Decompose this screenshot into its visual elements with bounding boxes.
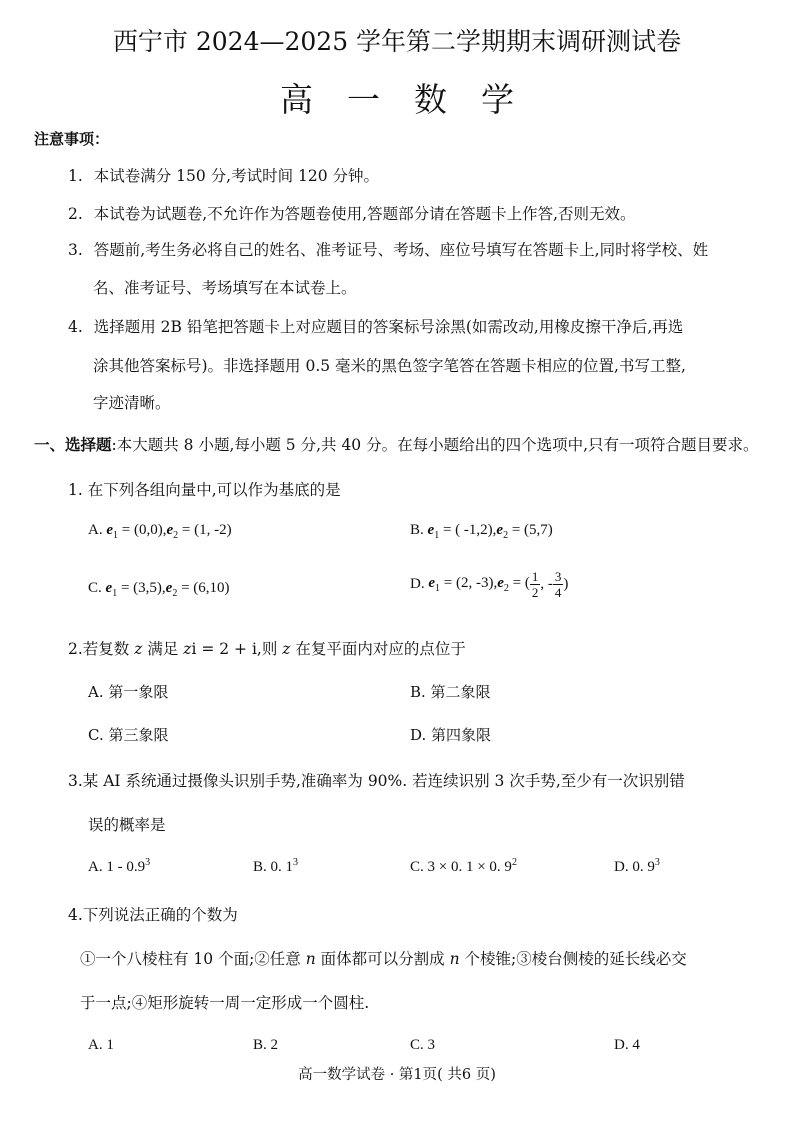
q4-option-a: A. 1	[88, 1037, 114, 1053]
question-2: 2.若复数 z 满足 zi = 2 + i,则 z 在复平面内对应的点位于	[68, 640, 466, 658]
exam-title: 西宁市 2024—2025 学年第二学期期末调研测试卷	[112, 27, 682, 56]
question-number: 1.	[68, 481, 83, 499]
option-label: C.	[88, 580, 102, 596]
notice-item-number: 2.	[68, 205, 83, 223]
question-4	[68, 903, 238, 925]
option-e1: = (3,5)	[120, 580, 162, 596]
q2-option-c: C. 第三象限	[88, 726, 169, 744]
fraction-1: $\frac{1}{2}$	[531, 569, 539, 600]
q3-option-c: C. 3 × 0. 1 × 0. $9^2$	[410, 857, 517, 875]
q1-option-b: B. $e_1$ = ( $-1,2),e_2 = (5,7)$	[410, 522, 553, 541]
notice-item-text: 答题前,考生务必将自己的姓名、准考证号、考场、座位号填写在答题卡上,同时将学校、姓	[93, 241, 709, 259]
q3-option-a: A. $1 - 0.9^3$	[88, 857, 151, 875]
option-e1: = (0,0)	[121, 522, 163, 538]
q4-option-c: C. 3	[410, 1037, 436, 1053]
page-footer: 高一数学试卷 · 第1页( 共6 页)	[298, 1067, 496, 1083]
notice-item-number: 3.	[68, 241, 83, 259]
option-label: B.	[410, 522, 424, 538]
question-4-statements: ①一个八棱柱有 10 个面;②任意 n 面体都可以分割成 n 个棱锥;③棱台侧棱的延长线必交	[80, 950, 687, 968]
fraction-2: $\frac{3}{4}$	[554, 569, 562, 600]
section-heading	[34, 433, 759, 455]
question-number: 4.	[68, 906, 83, 924]
option-e2: = (5,7)	[511, 522, 553, 538]
q4-option-d: D. 4	[614, 1037, 640, 1053]
option-label: A.	[88, 522, 103, 538]
notice-item-3-cont: 名、准考证号、考场填写在本试卷上。	[93, 279, 357, 297]
q1-option-a: A. $e_1 = (0,0),e_2 = (1$, -2)	[88, 522, 232, 541]
subject-title: 高一数学	[280, 80, 548, 119]
q3-option-b: B. 0. $1^3$	[253, 857, 299, 875]
notice-item-number: 1.	[68, 167, 83, 185]
question-3	[68, 769, 685, 791]
notice-item-text: 选择题用 2B 铅笔把答题卡上对应题目的答案标号涂黑(如需改动,用橡皮擦干净后,再选	[93, 318, 684, 336]
notice-item-1	[68, 164, 379, 186]
option-e2: = (1, -2)	[181, 522, 232, 538]
option-e1: = (2, -3)	[443, 575, 494, 591]
question-stem: 在下列各组向量中,可以作为基底的是	[87, 481, 341, 499]
question-number: 3.	[68, 772, 83, 790]
question-stem: 下列说法正确的个数为	[82, 906, 238, 924]
question-4-statements-cont: 于一点;④矩形旋转一周一定形成一个圆柱.	[80, 994, 370, 1012]
question-stem: 某 AI 系统通过摄像头识别手势,准确率为 90%. 若连续识别 3 次手势,至少有一次识别错	[82, 772, 685, 790]
q2-option-a: A. 第一象限	[88, 683, 169, 701]
q1-option-d: D. $e_1 = (2$, $-3),e_2$ = ( $\frac{1}{2}$ , - $\frac{3}{4}$ )	[410, 569, 569, 600]
q3-option-d: D. 0. $9^3$	[614, 857, 660, 875]
section-label: 一、选择题	[34, 436, 112, 454]
option-label: D.	[410, 576, 425, 592]
notice-item-2	[68, 202, 636, 224]
section-text: :本大题共 8 小题,每小题 5 分,共 40 分。在每小题给出的四个选项中,只有一项符合题目要求。	[111, 436, 759, 454]
notice-item-text: 本试卷为试题卷,不允许作为答题卷使用,答题部分请在答题卡上作答,否则无效。	[93, 205, 636, 223]
notice-item-number: 4.	[68, 318, 83, 336]
notice-item-4-cont: 涂其他答案标号)。非选择题用 0.5 毫米的黑色签字笔答在答题卡相应的位置,书写工整,	[93, 357, 686, 375]
option-e1: = ( -1,2)	[442, 522, 493, 538]
notice-item-3	[68, 238, 708, 260]
q2-option-b: B. 第二象限	[410, 683, 491, 701]
notice-heading: 注意事项：	[34, 130, 110, 148]
question-number: 2.	[68, 640, 83, 658]
notice-item-4	[68, 315, 683, 337]
q4-option-b: B. 2	[253, 1037, 279, 1053]
notice-item-4-cont2: 字迹清晰。	[93, 394, 171, 412]
option-e2: = (6,10)	[181, 580, 230, 596]
question-1	[68, 478, 341, 500]
q1-option-c: C. $e_1 = (3,5),e_2 = (6,10)$	[88, 580, 230, 599]
notice-item-text: 本试卷满分 150 分,考试时间 120 分钟。	[93, 167, 380, 185]
question-3-cont: 误的概率是	[88, 816, 166, 834]
q2-option-d: D. 第四象限	[410, 726, 492, 744]
